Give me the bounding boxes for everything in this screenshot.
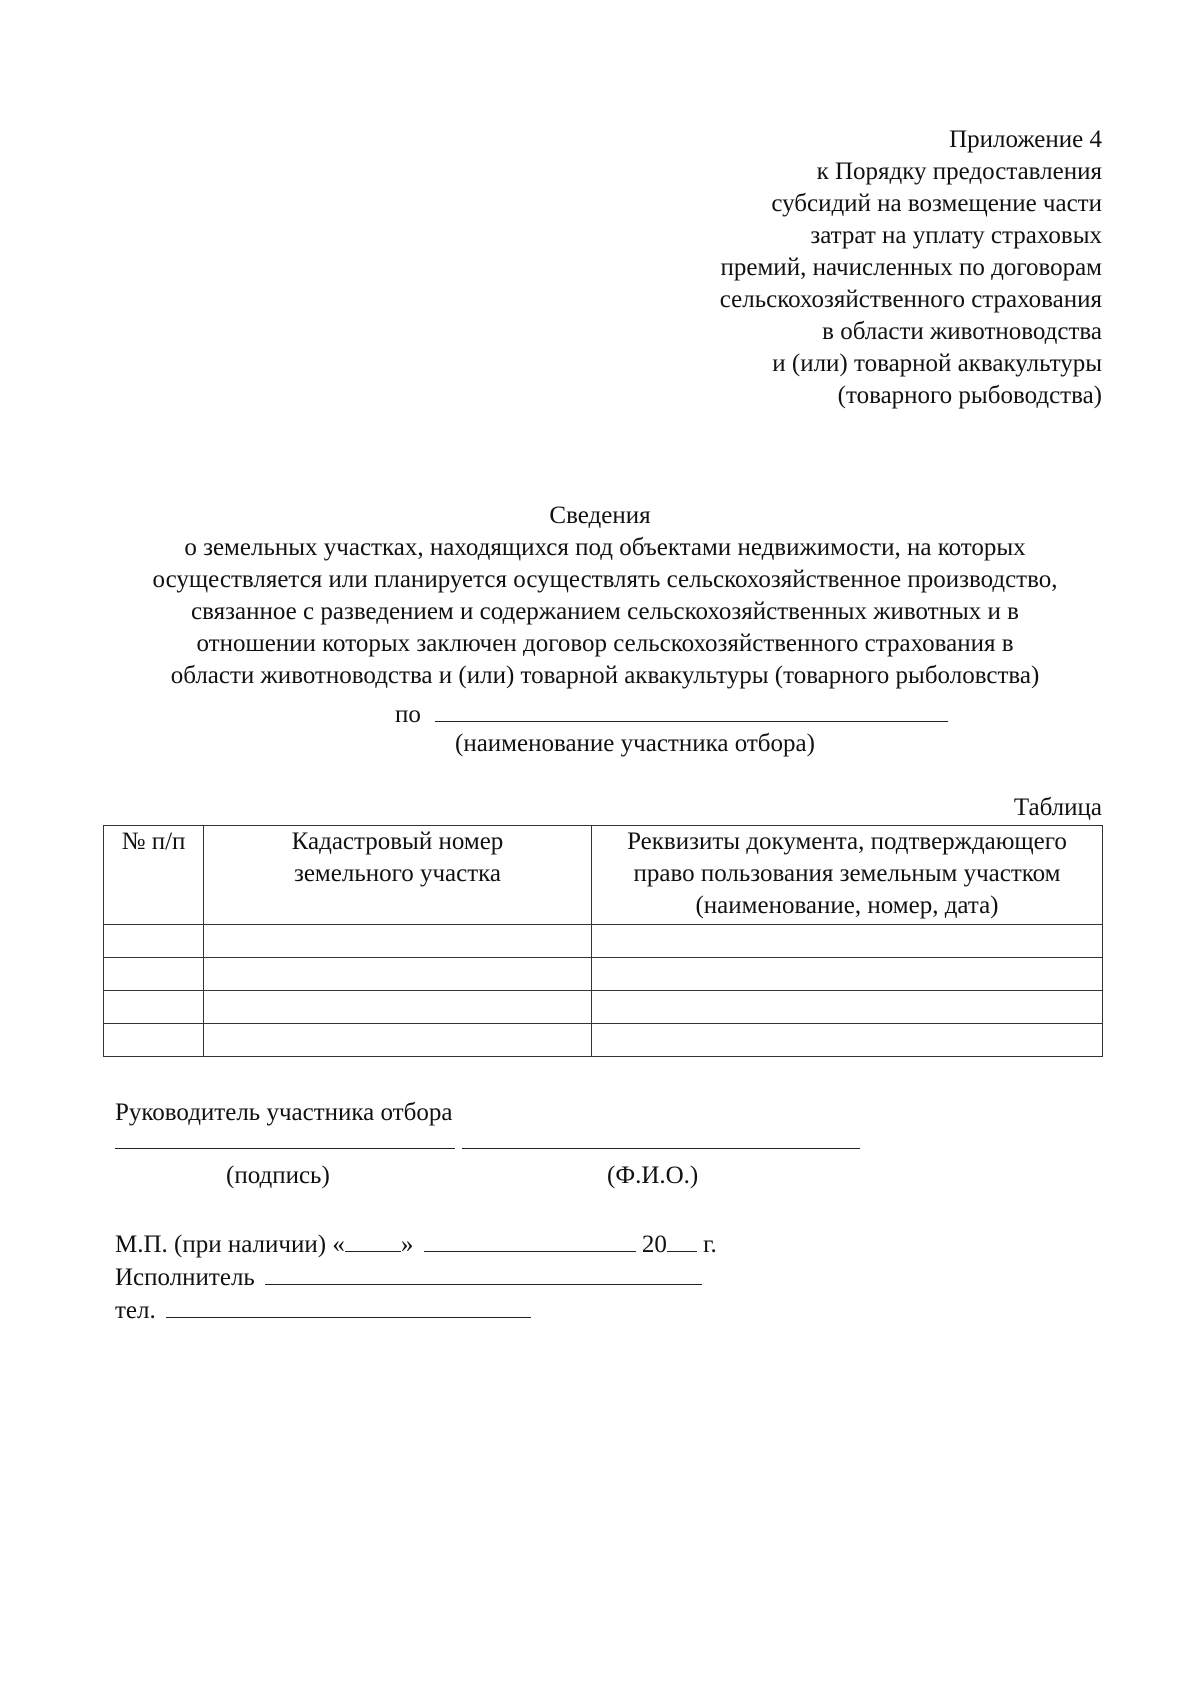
full-name-caption: (Ф.И.О.) [607, 1162, 699, 1189]
quote-close: » [400, 1231, 414, 1258]
phone-label: тел. [115, 1297, 156, 1324]
appendix-line: премий, начисленных по договорам [720, 254, 1102, 281]
po-label: по [395, 701, 421, 728]
header-text: земельного участка [293, 860, 502, 887]
table-cell[interactable] [104, 958, 204, 991]
table-cell[interactable] [204, 958, 592, 991]
land-plots-table [103, 825, 1103, 1057]
table-cell[interactable] [592, 925, 1103, 958]
header-text: Реквизиты документа, подтверждающего [627, 828, 1067, 855]
appendix-line: затрат на уплату страховых [810, 222, 1102, 249]
executor-line [115, 1260, 702, 1294]
table-label: Таблица [1013, 794, 1102, 821]
subtitle-line: области животноводства и (или) товарной аквакультуры (товарного рыболовства) [170, 662, 1040, 689]
participant-name-field[interactable] [435, 697, 948, 722]
stamp-label: М.П. (при наличии) « [115, 1231, 345, 1258]
header-text: № п/п [121, 828, 186, 855]
table-cell[interactable] [204, 1024, 592, 1057]
appendix-block [542, 124, 1102, 412]
phone-line [115, 1293, 531, 1327]
participant-name-caption: (наименование участника отбора) [455, 730, 815, 757]
appendix-line: сельскохозяйственного страхования [719, 286, 1102, 313]
table-row [104, 958, 1103, 991]
year-prefix: 20 [641, 1231, 667, 1258]
appendix-line: и (или) товарной аквакультуры [772, 350, 1102, 377]
table-cell[interactable] [592, 958, 1103, 991]
executor-label: Исполнитель [115, 1264, 255, 1291]
appendix-line: (товарного рыбоводства) [837, 382, 1102, 409]
subtitle-line: о земельных участках, находящихся под объектами недвижимости, на которых [184, 534, 1026, 561]
header-text: Кадастровый номер [291, 828, 504, 855]
table-cell[interactable] [104, 991, 204, 1024]
table-row [104, 925, 1103, 958]
table-cell[interactable] [592, 991, 1103, 1024]
header-document-details [592, 826, 1103, 925]
appendix-line: субсидий на возмещение части [771, 190, 1102, 217]
phone-field[interactable] [166, 1293, 531, 1318]
header-text: (наименование, номер, дата) [695, 892, 999, 919]
participant-name-line [395, 697, 948, 731]
subtitle-line: отношении которых заключен договор сельскохозяйственного страхования в [196, 630, 1014, 657]
document-subtitle [105, 532, 1105, 692]
table-row [104, 991, 1103, 1024]
subtitle-line: связанное с разведением и содержанием сельскохозяйственных животных и в [191, 598, 1019, 625]
table-cell[interactable] [204, 991, 592, 1024]
signature-field[interactable] [115, 1148, 455, 1149]
month-field[interactable] [424, 1227, 636, 1252]
signature-caption: (подпись) [226, 1162, 330, 1189]
appendix-line: Приложение 4 [949, 126, 1102, 153]
subtitle-line: осуществляется или планируется осуществлять сельскохозяйственное производство, [152, 566, 1058, 593]
year-field[interactable] [667, 1227, 697, 1252]
table-header-row [104, 826, 1103, 925]
executor-field[interactable] [265, 1260, 702, 1285]
day-field[interactable] [345, 1227, 401, 1252]
table-cell[interactable] [592, 1024, 1103, 1057]
header-text: право пользования земельным участком [633, 860, 1061, 887]
table-cell[interactable] [104, 925, 204, 958]
stamp-date-line [115, 1227, 717, 1261]
document-title: Сведения [549, 502, 651, 529]
signature-heading: Руководитель участника отбора [115, 1099, 453, 1126]
table-cell[interactable] [104, 1024, 204, 1057]
appendix-line: в области животноводства [822, 318, 1102, 345]
year-suffix: г. [703, 1231, 717, 1258]
table-row [104, 1024, 1103, 1057]
appendix-line: к Порядку предоставления [816, 158, 1102, 185]
table-cell[interactable] [204, 925, 592, 958]
full-name-field[interactable] [462, 1148, 860, 1149]
header-cadastral-number [204, 826, 592, 925]
header-number [104, 826, 204, 925]
